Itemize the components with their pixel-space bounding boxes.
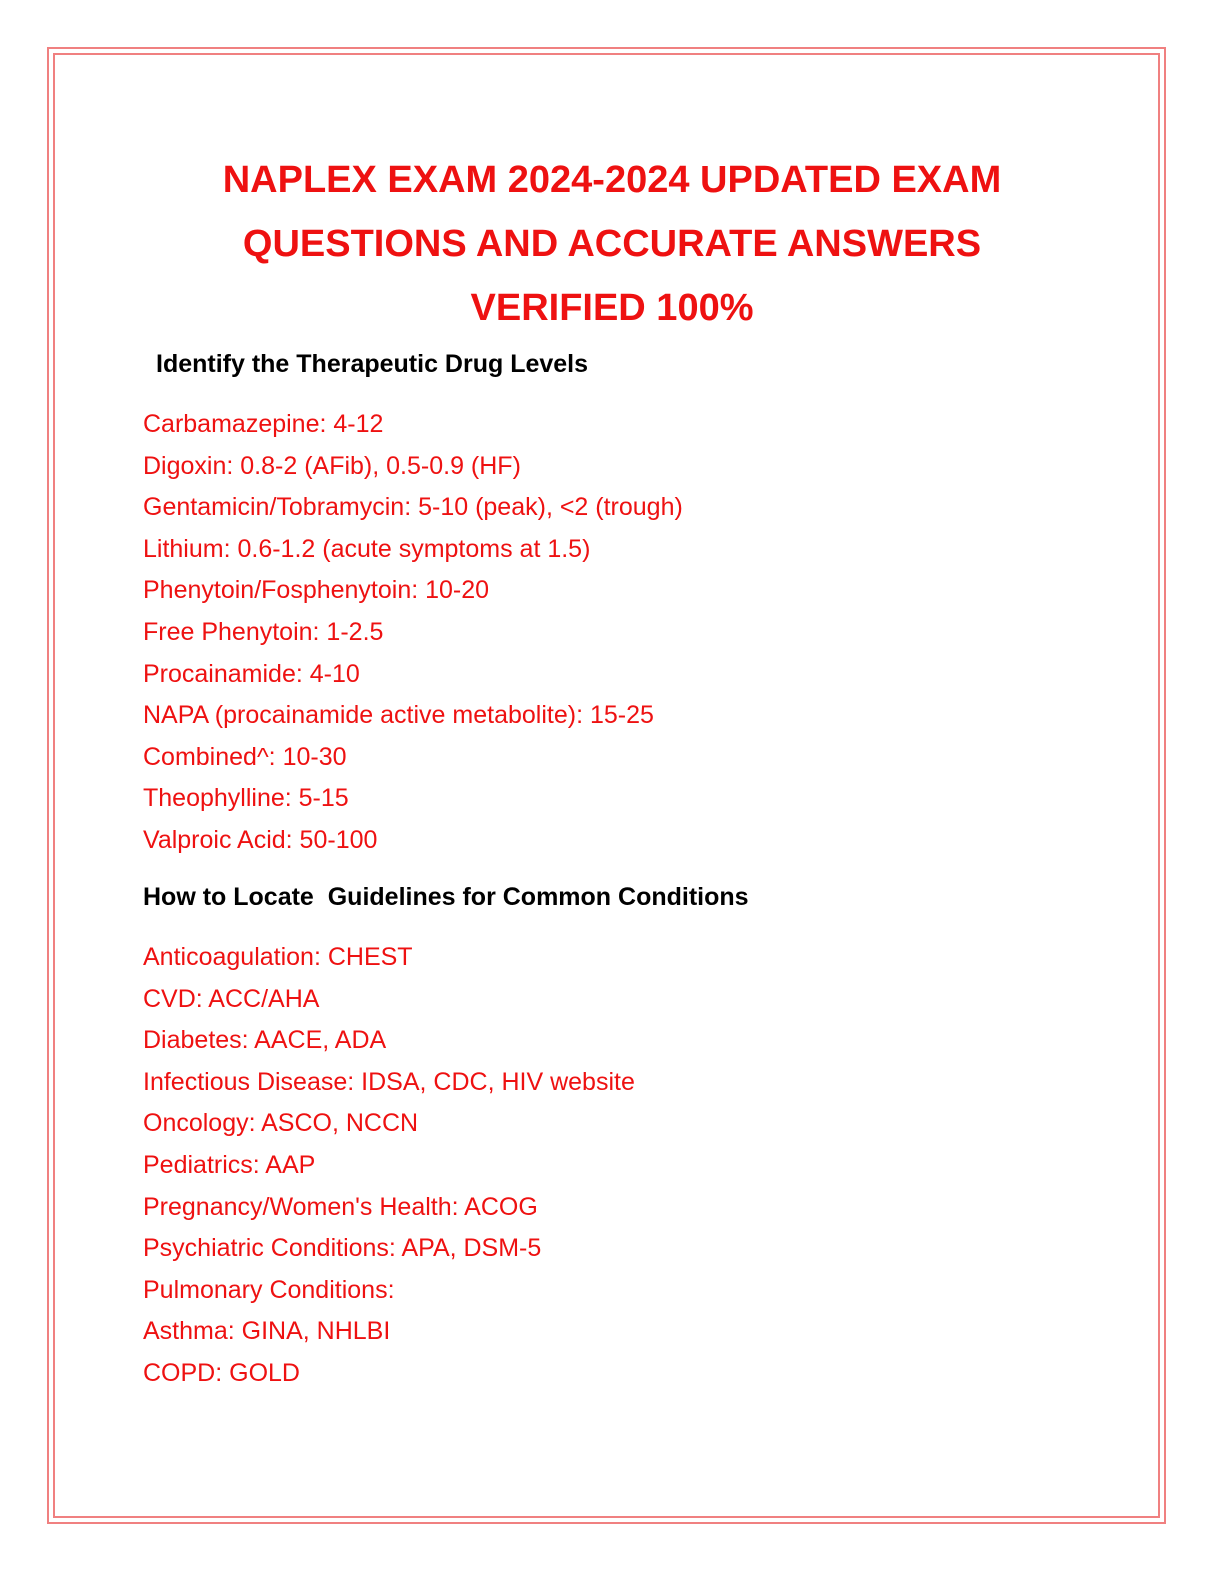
list-item: Valproic Acid: 50-100 (143, 825, 378, 854)
list-item: COPD: GOLD (143, 1358, 300, 1387)
list-item: NAPA (procainamide active metabolite): 15-25 (143, 701, 654, 730)
section-heading-guidelines: How to Locate Guidelines for Common Conditions (143, 883, 749, 911)
list-item: Procainamide: 4-10 (143, 659, 360, 688)
list-item: Diabetes: AACE, ADA (143, 1026, 387, 1055)
title-line-2: QUESTIONS AND ACCURATE ANSWERS (242, 223, 982, 265)
list-item: Carbamazepine: 4-12 (143, 410, 384, 438)
list-item: Free Phenytoin: 1-2.5 (143, 617, 384, 646)
title-line-3: VERIFIED 100% (470, 287, 754, 329)
list-item: Pregnancy/Women's Health: ACOG (143, 1192, 538, 1221)
list-item: CVD: ACC/AHA (143, 984, 320, 1013)
guidelines-list (143, 937, 635, 1395)
list-item: Pediatrics: AAP (143, 1150, 316, 1179)
list-item: Infectious Disease: IDSA, CDC, HIV website (143, 1067, 635, 1096)
list-item: Digoxin: 0.8-2 (AFib), 0.5-0.9 (HF) (143, 451, 521, 480)
list-item: Phenytoin/Fosphenytoin: 10-20 (143, 576, 490, 605)
document-title (110, 148, 1114, 340)
drug-levels-list (143, 404, 683, 862)
section-heading-drug-levels: Identify the Therapeutic Drug Levels (156, 350, 589, 378)
list-item: Pulmonary Conditions: (143, 1275, 395, 1304)
list-item: Psychiatric Conditions: APA, DSM-5 (143, 1234, 542, 1263)
list-item: Combined^: 10-30 (143, 742, 347, 771)
list-item: Theophylline: 5-15 (143, 784, 349, 813)
title-line-1: NAPLEX EXAM 2024-2024 UPDATED EXAM (222, 159, 1002, 201)
list-item: Asthma: GINA, NHLBI (143, 1317, 391, 1346)
list-item: Oncology: ASCO, NCCN (143, 1109, 419, 1138)
list-item: Lithium: 0.6-1.2 (acute symptoms at 1.5) (143, 534, 591, 563)
list-item: Gentamicin/Tobramycin: 5-10 (peak), <2 (trough) (143, 493, 683, 522)
list-item: Anticoagulation: CHEST (143, 943, 413, 971)
